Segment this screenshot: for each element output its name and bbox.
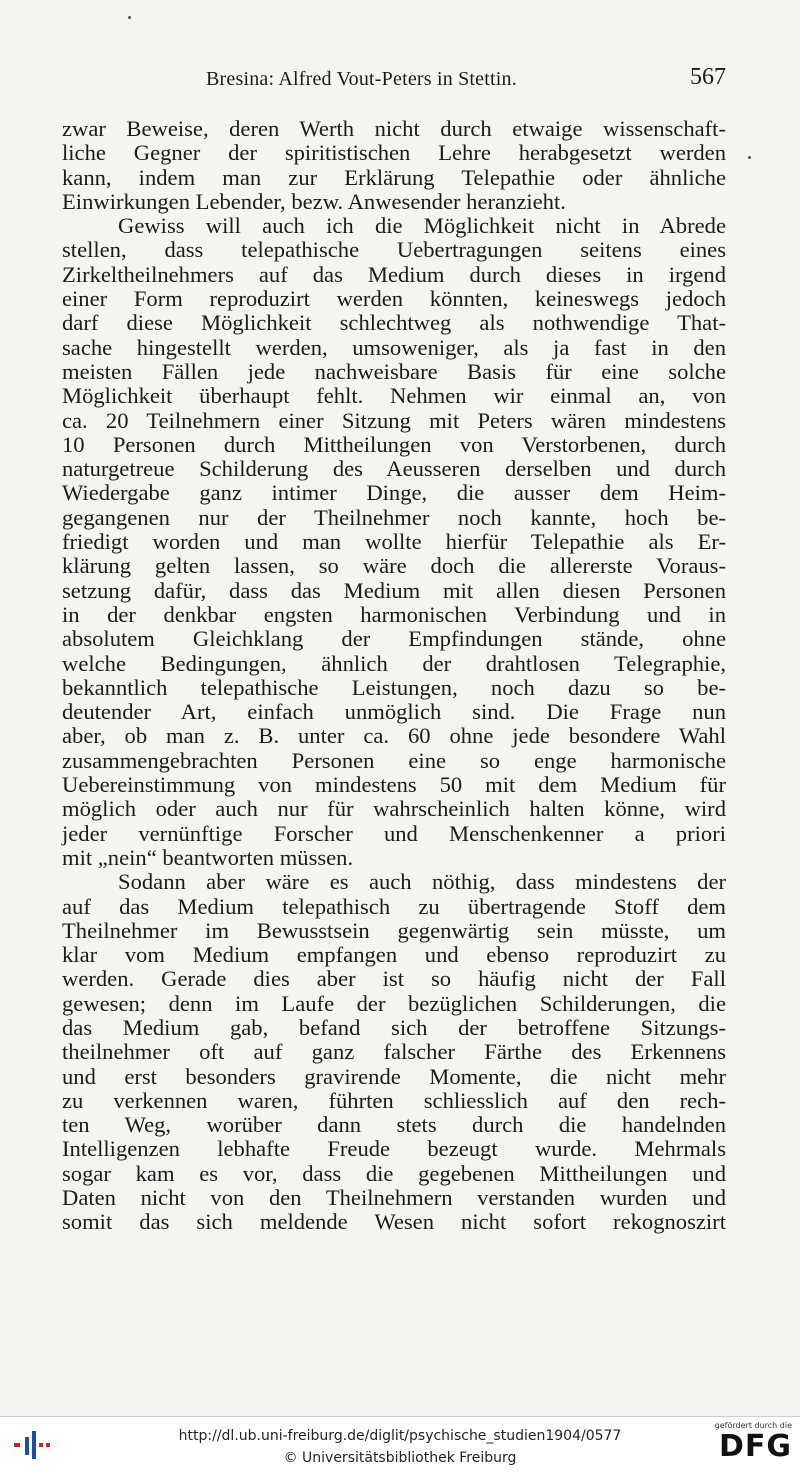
text-line: gegangenen nur der Theilnehmer noch kannte, hoch be-	[62, 504, 726, 530]
text-line: stellen, dass telepathische Uebertragungen seitens eines	[62, 237, 726, 263]
text-line: klar vom Medium empfangen und ebenso reproduzirt zu	[62, 942, 726, 968]
text-line: Daten nicht von den Theilnehmern verstanden wurden und	[62, 1185, 726, 1211]
dfg-funding	[706, 1421, 792, 1469]
text-line: zu verkennen waren, führten schliesslich auf den rech-	[62, 1087, 726, 1113]
text-line: Gewiss will auch ich die Möglichkeit nicht in Abrede	[118, 213, 726, 239]
text-line: Einwirkungen Lebender, bezw. Anwesender heranzieht.	[62, 188, 566, 214]
text-line: zusammengebrachten Personen eine so enge harmonische	[62, 747, 726, 773]
text-line: kann, indem man zur Erklärung Telepathie oder ähnliche	[62, 164, 726, 190]
text-line: Zirkeltheilnehmers auf das Medium durch dieses in irgend	[62, 261, 726, 287]
text-line: liche Gegner der spiritistischen Lehre herabgesetzt werden	[62, 140, 726, 166]
text-line: darf diese Möglichkeit schlechtweg als nothwendige That-	[62, 310, 726, 336]
text-line: meisten Fällen jede nachweisbare Basis für eine solche	[62, 358, 726, 384]
text-line: gewesen; denn im Laufe der bezüglichen Schilderungen, die	[62, 990, 726, 1016]
text-line: Uebereinstimmung von mindestens 50 mit dem Medium für	[62, 772, 726, 798]
text-line: sogar kam es vor, dass die gegebenen Mittheilungen und	[62, 1160, 726, 1186]
copyright-text: © Universitätsbibliothek Freiburg	[283, 1450, 517, 1466]
text-line: klärung gelten lassen, so wäre doch die allererste Voraus-	[62, 553, 726, 579]
viewer-footer	[0, 1416, 800, 1473]
text-line: absolutem Gleichklang der Empfindungen stände, ohne	[62, 626, 726, 652]
text-line: Möglichkeit überhaupt fehlt. Nehmen wir einmal an, von	[62, 383, 726, 409]
text-line: jeder vernünftige Forscher und Menschenkenner a priori	[62, 820, 726, 846]
text-line: auf das Medium telepathisch zu übertragende Stoff dem	[62, 893, 726, 919]
running-head: Bresina: Alfred Vout-Peters in Stettin.	[206, 68, 517, 90]
page-number: 567	[690, 64, 726, 90]
text-line: somit das sich meldende Wesen nicht sofort rekognoszirt	[62, 1209, 726, 1235]
page-header	[62, 64, 726, 96]
text-line: sache hingestellt werden, umsoweniger, als ja fast in den	[62, 334, 726, 360]
dfg-logo: DFG	[718, 1429, 792, 1464]
text-line: zwar Beweise, deren Werth nicht durch etwaige wissenschaft-	[62, 116, 726, 141]
text-line: bekanntlich telepathische Leistungen, noch dazu so be-	[62, 674, 726, 700]
text-line: werden. Gerade dies aber ist so häufig nicht der Fall	[62, 966, 726, 992]
permalink-url[interactable]: http://dl.ub.uni-freiburg.de/diglit/psychische_studien1904/0577	[178, 1428, 622, 1444]
text-line: friedigt worden und man wollte hierfür Telepathie als Er-	[62, 529, 726, 555]
text-line: ten Weg, worüber dann stets durch die handelnden	[62, 1112, 726, 1138]
text-line: welche Bedingungen, ähnlich der drahtlosen Telegraphie,	[62, 650, 726, 676]
text-line: Wiedergabe ganz intimer Dinge, die ausser dem Heim-	[62, 480, 726, 506]
text-line: in der denkbar engsten harmonischen Verbindung und in	[62, 601, 726, 627]
text-line: 10 Personen durch Mittheilungen von Verstorbenen, durch	[62, 431, 726, 457]
text-line: Intelligenzen lebhafte Freude bezeugt wurde. Mehrmals	[62, 1136, 726, 1162]
text-line: und erst besonders gravirende Momente, die nicht mehr	[62, 1063, 726, 1089]
text-line: Sodann aber wäre es auch nöthig, dass mindestens der	[118, 869, 726, 895]
text-line: naturgetreue Schilderung des Aeusseren derselben und durch	[62, 456, 726, 482]
text-line: aber, ob man z. B. unter ca. 60 ohne jede besondere Wahl	[62, 723, 726, 749]
text-line: einer Form reproduzirt werden könnten, keineswegs jedoch	[62, 286, 726, 312]
body-text	[62, 117, 726, 1235]
text-line: theilnehmer oft auf ganz falscher Färthe des Erkennens	[62, 1039, 726, 1065]
speck-mark	[748, 156, 751, 159]
text-line: das Medium gab, befand sich der betroffene Sitzungs-	[62, 1014, 726, 1040]
dfg-note: gefördert durch die	[714, 1421, 792, 1430]
speck-mark	[128, 16, 131, 19]
text-line: mit „nein“ beantworten müssen.	[62, 844, 354, 870]
text-line: möglich oder auch nur für wahrscheinlich halten könne, wird	[62, 796, 726, 822]
text-line: Theilnehmer im Bewusstsein gegenwärtig sein müsste, um	[62, 917, 726, 943]
text-line: deutender Art, einfach unmöglich sind. Die Frage nun	[62, 699, 726, 725]
text-line: setzung dafür, dass das Medium mit allen diesen Personen	[62, 577, 726, 603]
text-line: ca. 20 Teilnehmern einer Sitzung mit Peters wären mindestens	[62, 407, 726, 433]
